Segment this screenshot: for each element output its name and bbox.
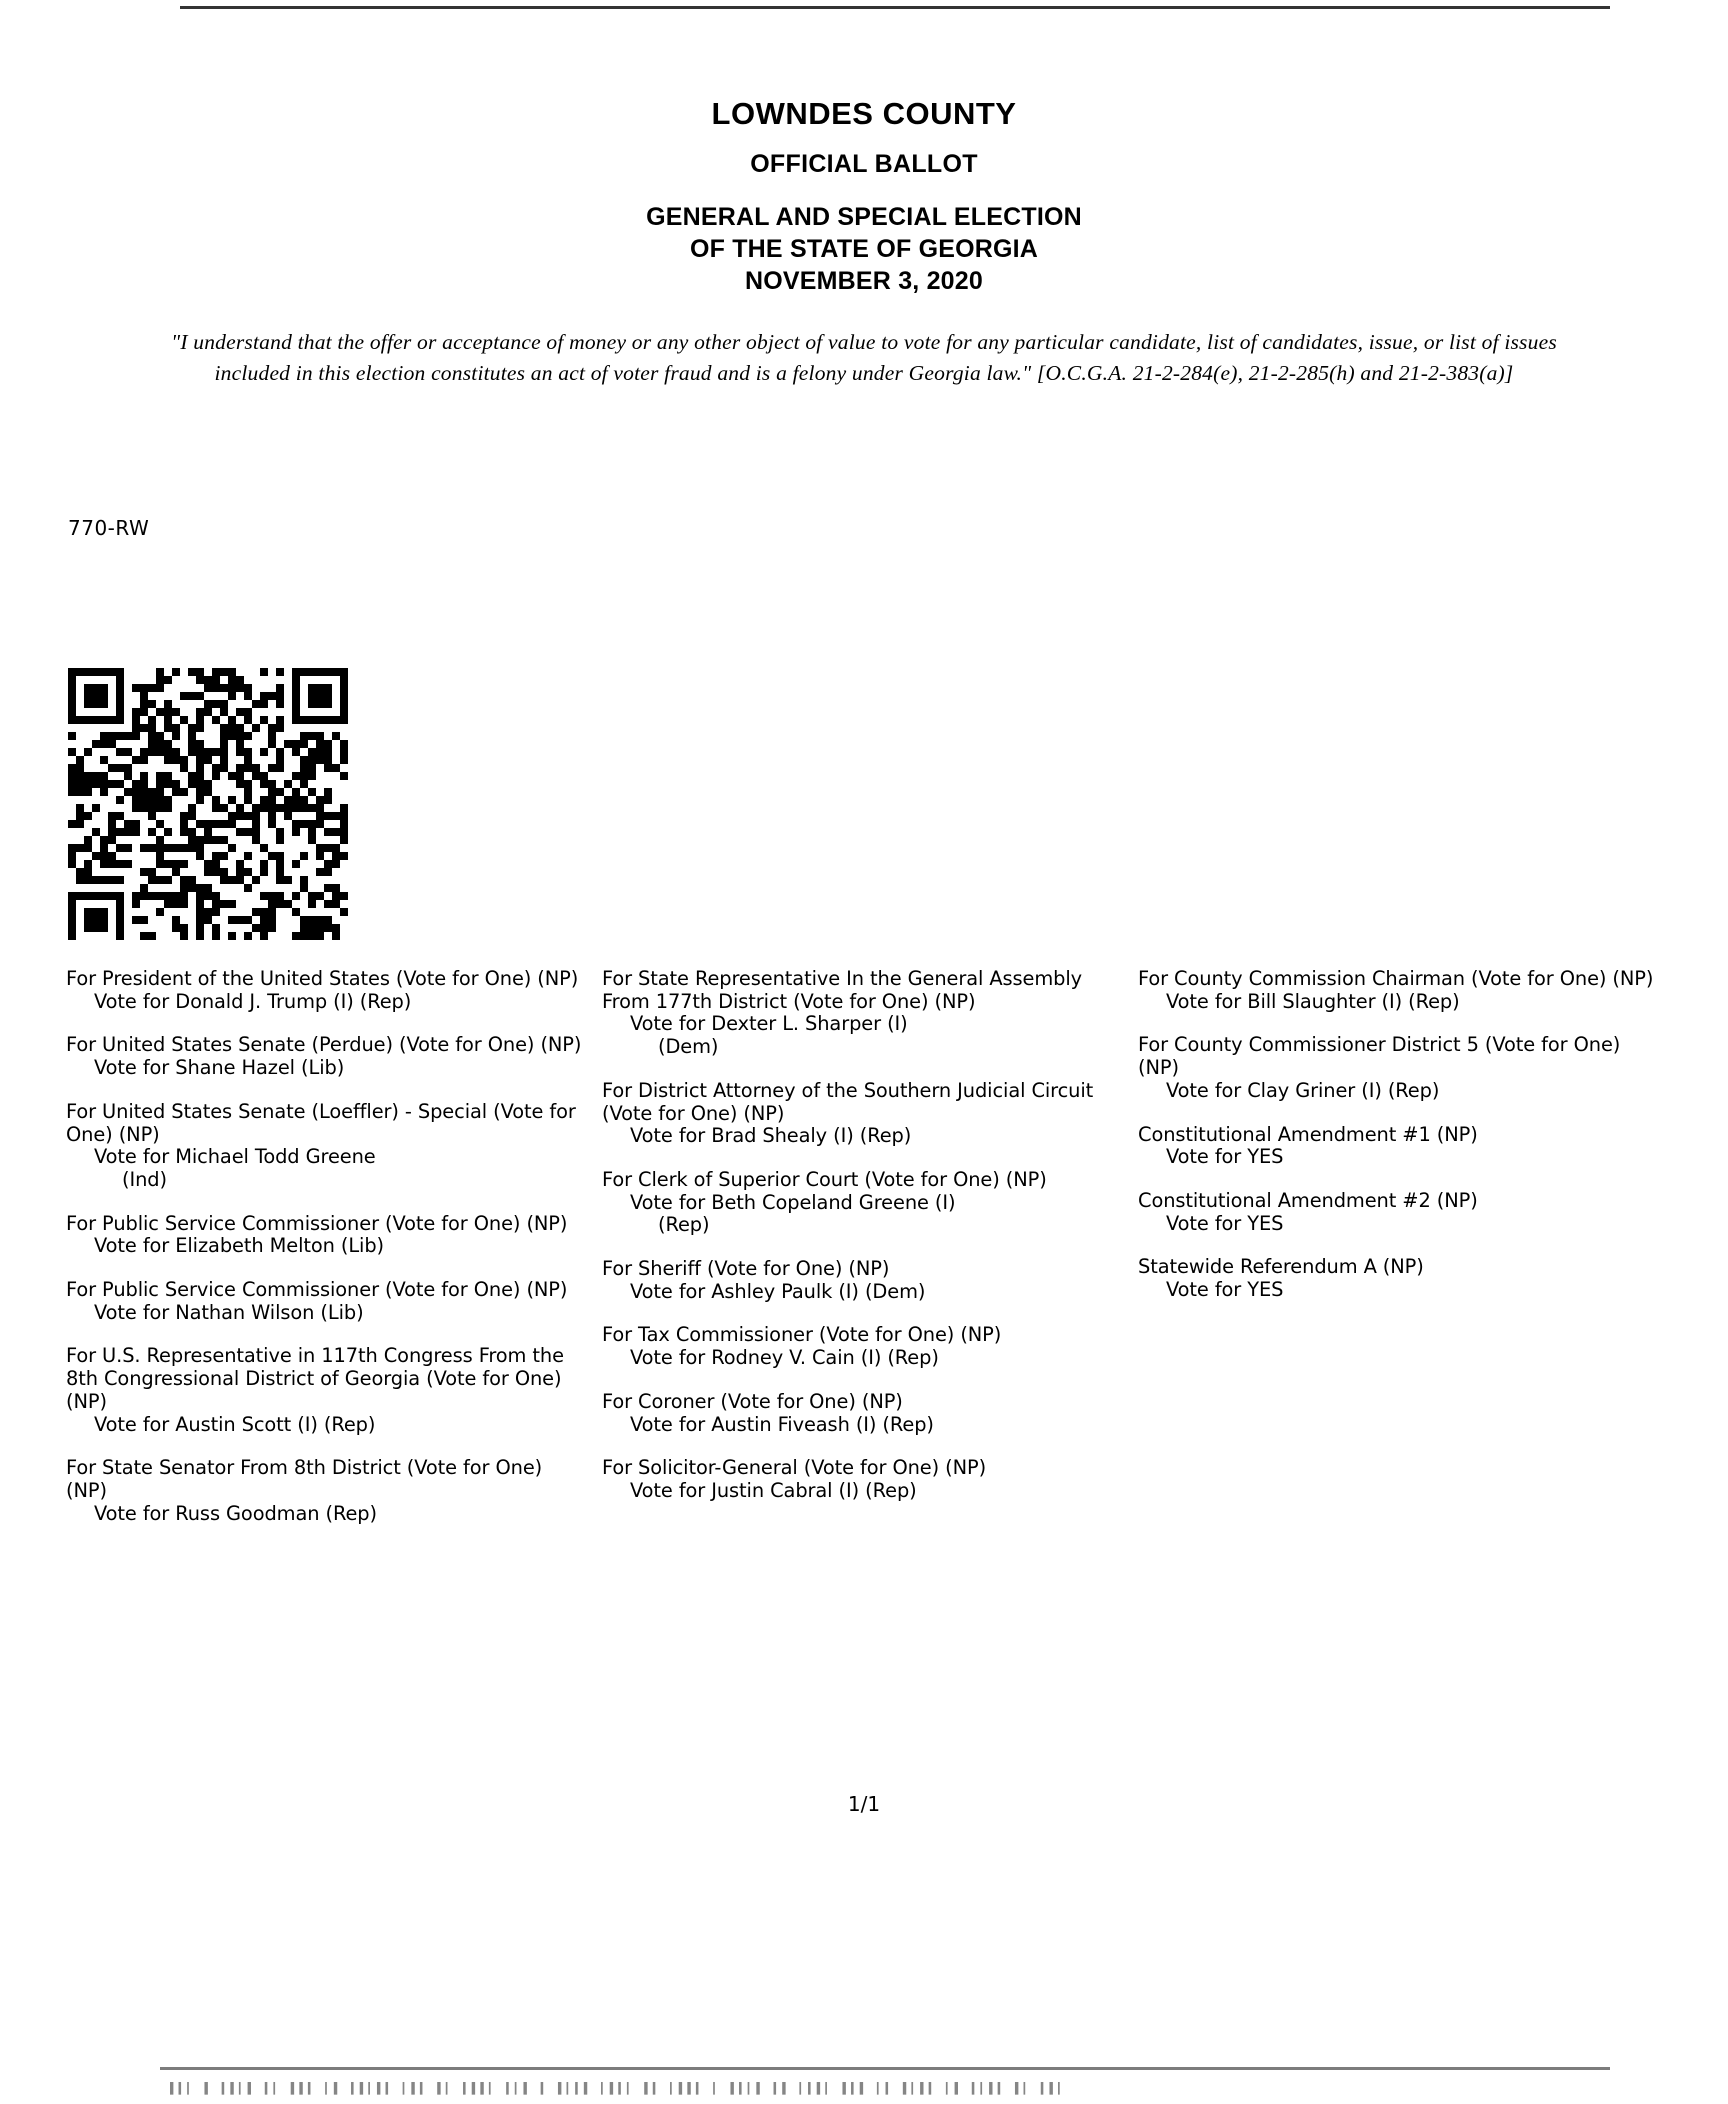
scan-artifact-noise: ▌▍▎ ▌ ▍▌▎▌ ▍▎ ▌▌▍ ▎▌ ▍▌▎▌▍ ▎▌▍ ▌▎ ▍▌▌▎ ▍▎▌ ▍ ▌▎▍▌ ▎▌▍▎ ▌▍ ▎▌▌▍ ▎ ▌▍▎▌ ▍▌ ▎▍▌▎ ▌▍▌ ▎▍ ▌▎▌▍ ▎▌ ▍▎▌▍ ▌▎ ▍▌▎ — [170, 2082, 1067, 2095]
contest-columns — [66, 968, 1666, 1546]
contest-title: For Clerk of Superior Court (Vote for One) (NP) — [602, 1167, 1047, 1191]
contest — [602, 1080, 1122, 1148]
contest-choice[interactable]: Vote for Shane Hazel (Lib) — [94, 1056, 345, 1080]
contest-title: For State Senator From 8th District (Vote for One) (NP) — [66, 1456, 543, 1502]
contest-title: For Solicitor-General (Vote for One) (NP) — [602, 1456, 987, 1480]
contest-choice[interactable]: (Rep) — [658, 1213, 710, 1237]
contest-title: For County Commission Chairman (Vote for One) (NP) — [1138, 967, 1654, 990]
contest-column-1 — [66, 968, 594, 1546]
contest-title: For District Attorney of the Southern Judicial Circuit (Vote for One) (NP) — [602, 1078, 1094, 1125]
voter-oath-text: "I understand that the offer or acceptance of money or any other object of value to vote for any particular candidate, list of candidates, issue, or list of issues included in this election constitutes an act of voter fraud and is a felony under Georgia law." [O.C.G.A. 21-2-284(e), 21-2-285(h) and 21-2-383(a)] — [171, 330, 1557, 386]
contest — [66, 968, 586, 1013]
qr-code-canvas — [68, 668, 348, 940]
ballot-header — [0, 0, 1728, 297]
contest-choice[interactable]: Vote for Michael Todd Greene — [94, 1145, 376, 1169]
contest-choice[interactable]: Vote for Nathan Wilson (Lib) — [94, 1300, 364, 1324]
contest — [1138, 1034, 1658, 1102]
contest — [66, 1345, 586, 1436]
contest-title: Statewide Referendum A (NP) — [1138, 1255, 1424, 1279]
contest-title: For Public Service Commissioner (Vote for One) (NP) — [66, 1278, 568, 1302]
contest-choice[interactable]: Vote for Clay Griner (I) (Rep) — [1166, 1078, 1440, 1102]
page-title: LOWNDES COUNTY — [711, 96, 1017, 131]
contest-choice[interactable]: Vote for Elizabeth Melton (Lib) — [94, 1234, 385, 1258]
contest — [602, 1324, 1122, 1369]
ballot-style-code: 770-RW — [68, 516, 150, 540]
contest-choice[interactable]: Vote for Austin Scott (I) (Rep) — [94, 1412, 376, 1436]
contest — [1138, 1256, 1658, 1301]
qr-code — [68, 668, 348, 940]
contest-title: For County Commissioner District 5 (Vote for One) (NP) — [1138, 1033, 1621, 1080]
contest-choice[interactable]: Vote for Ashley Paulk (I) (Dem) — [630, 1279, 926, 1303]
contest-choice[interactable]: Vote for Rodney V. Cain (I) (Rep) — [630, 1346, 939, 1370]
page-number: 1/1 — [847, 1792, 881, 1816]
contest — [1138, 968, 1658, 1013]
contest-title: For State Representative In the General Assembly From 177th District (Vote for One) (NP) — [602, 967, 1083, 1013]
contest-column-3 — [1138, 968, 1666, 1546]
contest — [66, 1457, 586, 1525]
contest-column-2 — [602, 968, 1130, 1546]
contest-title: For Tax Commissioner (Vote for One) (NP) — [602, 1323, 1002, 1347]
contest — [602, 968, 1122, 1059]
contest-choice[interactable]: Vote for YES — [1166, 1145, 1284, 1169]
contest-title: Constitutional Amendment #2 (NP) — [1138, 1188, 1478, 1212]
contest-choice[interactable]: Vote for Russ Goodman (Rep) — [94, 1501, 377, 1525]
election-date: NOVEMBER 3, 2020 — [744, 267, 983, 295]
election-title-line-2: OF THE STATE OF GEORGIA — [689, 235, 1039, 263]
contest-title: For United States Senate (Perdue) (Vote for One) (NP) — [66, 1033, 582, 1057]
contest-choice[interactable]: Vote for Brad Shealy (I) (Rep) — [630, 1124, 912, 1148]
scan-artifact-bottom — [160, 2067, 1610, 2070]
contest — [602, 1457, 1122, 1502]
contest-choice[interactable]: Vote for Austin Fiveash (I) (Rep) — [630, 1412, 934, 1436]
contest-title: For Public Service Commissioner (Vote for One) (NP) — [66, 1211, 568, 1235]
contest-choice[interactable]: Vote for YES — [1166, 1278, 1284, 1302]
contest — [66, 1101, 586, 1192]
contest-choice[interactable]: Vote for Beth Copeland Greene (I) — [630, 1190, 956, 1214]
contest-title: For U.S. Representative in 117th Congress From the 8th Congressional District of Georgia (Vote for One) (NP) — [66, 1344, 564, 1413]
scan-artifact-top — [180, 6, 1610, 9]
contest — [1138, 1124, 1658, 1169]
election-title-line-1: GENERAL AND SPECIAL ELECTION — [646, 203, 1082, 231]
contest — [602, 1169, 1122, 1237]
contest-title: For Coroner (Vote for One) (NP) — [602, 1389, 903, 1413]
contest — [66, 1213, 586, 1258]
ballot-subtitle: OFFICIAL BALLOT — [750, 150, 978, 178]
contest — [66, 1279, 586, 1324]
contest-choice[interactable]: Vote for Justin Cabral (I) (Rep) — [630, 1478, 917, 1502]
contest — [66, 1034, 586, 1079]
contest-choice[interactable]: Vote for Donald J. Trump (I) (Rep) — [94, 989, 412, 1013]
contest — [1138, 1190, 1658, 1235]
contest-title: For Sheriff (Vote for One) (NP) — [602, 1257, 890, 1281]
contest-title: For United States Senate (Loeffler) - Special (Vote for One) (NP) — [66, 1099, 576, 1146]
contest-choice[interactable]: (Dem) — [658, 1035, 719, 1059]
contest-title: For President of the United States (Vote for One) (NP) — [66, 967, 579, 990]
contest-choice[interactable]: (Ind) — [122, 1167, 167, 1191]
contest — [602, 1258, 1122, 1303]
contest — [602, 1391, 1122, 1436]
contest-choice[interactable]: Vote for YES — [1166, 1211, 1284, 1235]
contest-title: Constitutional Amendment #1 (NP) — [1138, 1122, 1478, 1146]
contest-choice[interactable]: Vote for Dexter L. Sharper (I) — [630, 1012, 908, 1036]
contest-choice[interactable]: Vote for Bill Slaughter (I) (Rep) — [1166, 989, 1460, 1013]
